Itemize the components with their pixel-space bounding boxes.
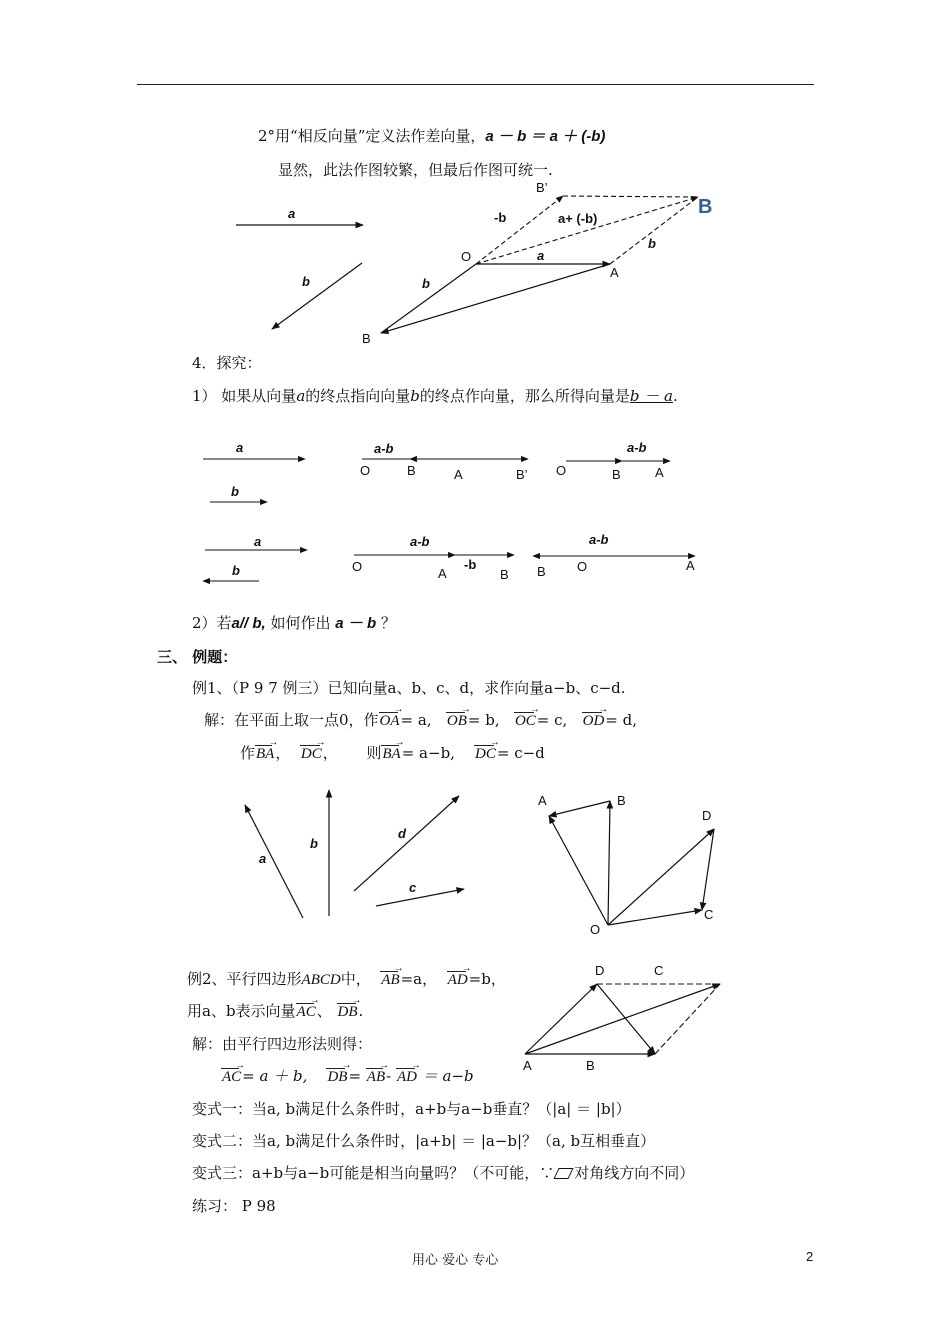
r1-label-ab1: a-b (374, 441, 394, 456)
fig1-label-sum: a+ (-b) (558, 211, 598, 226)
fig3-label-d: d (398, 826, 406, 841)
r1-label-A1: A (454, 467, 463, 482)
r2-label-A1: A (438, 566, 447, 581)
fig1-label-b: b (302, 274, 310, 289)
fig1-label-O: O (461, 249, 472, 264)
fig3-label-a: a (259, 851, 267, 866)
section4-item1: 1） 如果从向量a的终点指向向量b的终点作向量，那么所得向量是b － a. (192, 387, 678, 405)
r2-label-B1: B (500, 567, 509, 582)
example2-solution-formula: AC →= a ＋ b, DB →= AB →- AD → ＝ a−b (221, 1065, 474, 1086)
fig4-label-C: C (654, 963, 664, 978)
fig3-label-B: B (617, 793, 626, 808)
page-number: 2 (806, 1249, 814, 1264)
fig1-label-B-big: B (698, 196, 713, 218)
r1-label-Bp: B’ (516, 467, 528, 482)
r2-label-neg-b: -b (464, 557, 477, 572)
r2-label-O2: O (577, 559, 588, 574)
fig3-label-A: A (538, 793, 547, 808)
r1-label-ab2: a-b (627, 440, 647, 455)
variant-two: 变式二：当a, b满足什么条件时，|a+b| ＝ |a−b|？（a, b互相垂直） (192, 1132, 656, 1150)
example2-solution-intro: 解：由平行四边形法则得： (192, 1035, 373, 1053)
variant-one: 变式一：当a, b满足什么条件时，a+b与a−b垂直？（|a| ＝ |b|） (192, 1100, 631, 1118)
section3-title: 三、 例题： (157, 648, 238, 666)
fig4-DB-arrow (597, 984, 655, 1054)
parallelogram-icon (554, 1168, 574, 1179)
fig4-label-A: A (523, 1058, 532, 1073)
fig4-BC-dashed (655, 984, 720, 1054)
fig4-AC-arrow (525, 984, 720, 1054)
r1-label-b: b (231, 484, 239, 499)
fig1-label-B: B (362, 331, 371, 346)
fig4-AD-arrow (525, 984, 597, 1054)
r2-label-O1: O (352, 559, 363, 574)
fig1-label-neg-b: -b (494, 210, 507, 225)
fig4-label-D: D (595, 963, 605, 978)
fig1-label-b2: b (422, 276, 430, 291)
example2-statement: 例2、平行四边形ABCD中， AB →=a， AD →=b， (187, 968, 506, 989)
r1-label-O1: O (360, 463, 371, 478)
fig3-label-b: b (310, 836, 318, 851)
r2-label-ab1: a-b (410, 534, 430, 549)
r1-label-A2: A (655, 465, 664, 480)
r1-label-B2: B (612, 467, 621, 482)
r2-label-b: b (232, 563, 240, 578)
example1-solution-line2: 作BA →， DC →， 则BA →= a−b, DC →= c−d (240, 742, 545, 763)
method2-line1: 2°用“相反向量”定义法作差向量，a － b ＝ a ＋ (-b) (258, 127, 606, 145)
fig3-label-D: D (702, 808, 712, 823)
fig3-label-c: c (409, 880, 417, 895)
fig3-label-O: O (590, 922, 601, 937)
section4-title: 4．探究： (192, 354, 262, 372)
method2-line2: 显然，此法作图较繁，但最后作图可统一. (278, 161, 553, 179)
fig4-label-B: B (586, 1058, 595, 1073)
example1-solution-line1: 解：在平面上取一点0，作OA →= a, OB →= b, OC →= c, OD →= d, (204, 709, 637, 730)
r1-label-a: a (236, 440, 244, 455)
r2-label-ab2: a-b (589, 532, 609, 547)
example1-statement: 例1、（P 9 7 例三）已知向量a、b、c、d，求作向量a−b、c−d. (192, 679, 626, 697)
r2-label-a: a (254, 534, 262, 549)
section4-item2: 2）若a// b, 如何作出 a － b ？ (192, 614, 396, 632)
footer-motto: 用心 爱心 专心 (412, 1253, 499, 1268)
fig1-label-a2: a (537, 248, 545, 263)
variant-three: 变式三：a+b与a−b可能是相当向量吗？（不可能，∵ 对角线方向不同） (192, 1164, 695, 1182)
r1-label-B1: B (407, 463, 416, 478)
fig1-label-B-prime: B’ (536, 180, 548, 195)
example2-task: 用a、b表示向量AC →、 DB →. (187, 1000, 363, 1021)
fig1-label-b3: b (648, 236, 656, 251)
fig1-label-A: A (610, 265, 619, 280)
fig3-label-C: C (704, 907, 714, 922)
r1-label-O2: O (556, 463, 567, 478)
r2-label-B2: B (537, 564, 546, 579)
practice-line: 练习： P 98 (192, 1197, 276, 1215)
r2-label-A2: A (686, 558, 695, 573)
fig1-label-a: a (288, 206, 296, 221)
